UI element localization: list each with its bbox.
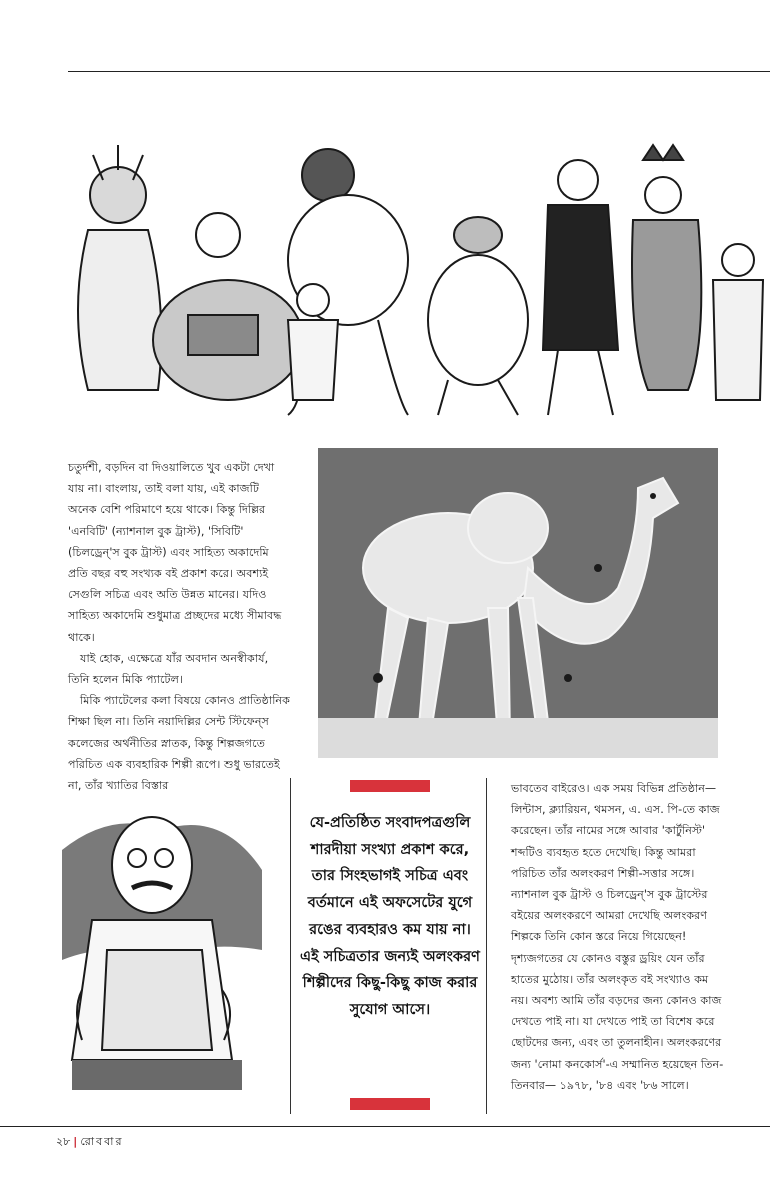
top-rule: [68, 71, 770, 72]
column-divider-right: [486, 778, 487, 1114]
bottom-rule: [0, 1126, 770, 1127]
column-divider-left: [290, 778, 291, 1114]
article-column-left: [68, 457, 290, 796]
page-number: ২৮: [56, 1135, 71, 1148]
footer-separator: |: [73, 1135, 78, 1148]
gandhi-illustration: [52, 810, 274, 1100]
paragraph-3: মিকি প্যাটেলের কলা বিষয়ে কোনও প্রাতিষ্ঠানিক শিক্ষা ছিল না। তিনি নয়াদিল্লির সেন্ট স্টিফেন্‌স কলেজের অর্থনীতির স্নাতক, কিন্তু শিল্পজগতে পরিচিত এক ব্যবহারিক শিল্পী রূপে। শুধু ভারতেই না, তাঁর খ্যাতির বিস্তার: [68, 694, 290, 793]
page-footer: [56, 1133, 124, 1152]
magazine-name: রোববার: [80, 1135, 124, 1148]
procession-illustration: [48, 140, 770, 420]
pull-quote: যে-প্রতিষ্ঠিত সংবাদপত্রগুলি শারদীয়া সংখ্যা প্রকাশ করে, তার সিংহভাগই সচিত্র এবং বর্তমানে এই অফসেটের যুগে রঙের ব্যবহারও কম যায় না। এই সচিত্রতার জন্যই অলংকরণ শিল্পীদের কিছু-কিছু কাজ করার সুযোগ আসে।: [299, 814, 480, 1018]
paragraph-2: যাই হোক, এক্ষেত্রে যাঁর অবদান অনস্বীকার্য, তিনি হলেন মিকি প্যাটেল।: [68, 651, 269, 687]
paragraph-1: চতুর্দশী, বড়দিন বা দিওয়ালিতে খুব একটা দেখা যায় না। বাংলায়, তাই বলা যায়, এই কাজটি অনেক বেশি পরিমাণে হয়ে থাকে। কিন্তু দিল্লির 'এনবিটি' (ন্যাশনাল বুক ট্রাস্ট), 'সিবিটি' (চিলড্রেন্‌'স বুক ট্রাস্ট) এবং সাহিত্য অকাদেমি প্রতি বছর বহু সংখ্যক বই প্রকাশ করে। অবশ্যই সেগুলি সচিত্র এবং অতি উন্নত মানের। যদিও সাহিত্য অকাদেমি শুধুমাত্র প্রচ্ছদের মধ্যে সীমাবদ্ধ থাকে।: [68, 461, 282, 644]
article-column-right: ভাবতেব বাইরেও। এক সময় বিভিন্ন প্রতিষ্ঠান— লিন্টাস, ক্ল্যারিয়ন, থমসন, এ. এস. পি-তে কাজ করেছেন। তাঁর নামের সঙ্গে আবার 'কার্টুনিস্ট' শব্দটিও ব্যবহৃত হতে দেখেছি। কিন্তু আমরা পরিচিত তাঁর অলংকরণ শিল্পী-সত্তার সঙ্গে। ন্যাশনাল বুক ট্রাস্ট ও চিলড্রেন্‌'স বুক ট্রাস্টের বইয়ের অলংকরণে আমরা দেখেছি অলংকরণ শিল্পকে তিনি কোন স্তরে নিয়ে গিয়েছেন! দৃশ্যজগতের যে কোনও বস্তুর ড্রয়িং যেন তাঁর হাতের মুঠোয়। তাঁর অলংকৃত বই সংখ্যাও কম নয়। অবশ্য আমি তাঁর বড়দের জন্য কোনও কাজ দেখতে পাই না। যা দেখতে পাই তা বিশেষ করে ছোটদের জন্য, এবং তা তুলনাহীন। অলংকরণের জন্য 'নোমা কনকোর্স'-এ সম্মানিত হয়েছেন তিন-তিনবার— ১৯৭৮, '৮৪ এবং '৮৬ সালে।: [511, 782, 724, 1092]
pull-quote-top-bar: [350, 780, 430, 792]
pull-quote-bottom-bar: [350, 1098, 430, 1110]
camel-illustration: [318, 448, 718, 758]
